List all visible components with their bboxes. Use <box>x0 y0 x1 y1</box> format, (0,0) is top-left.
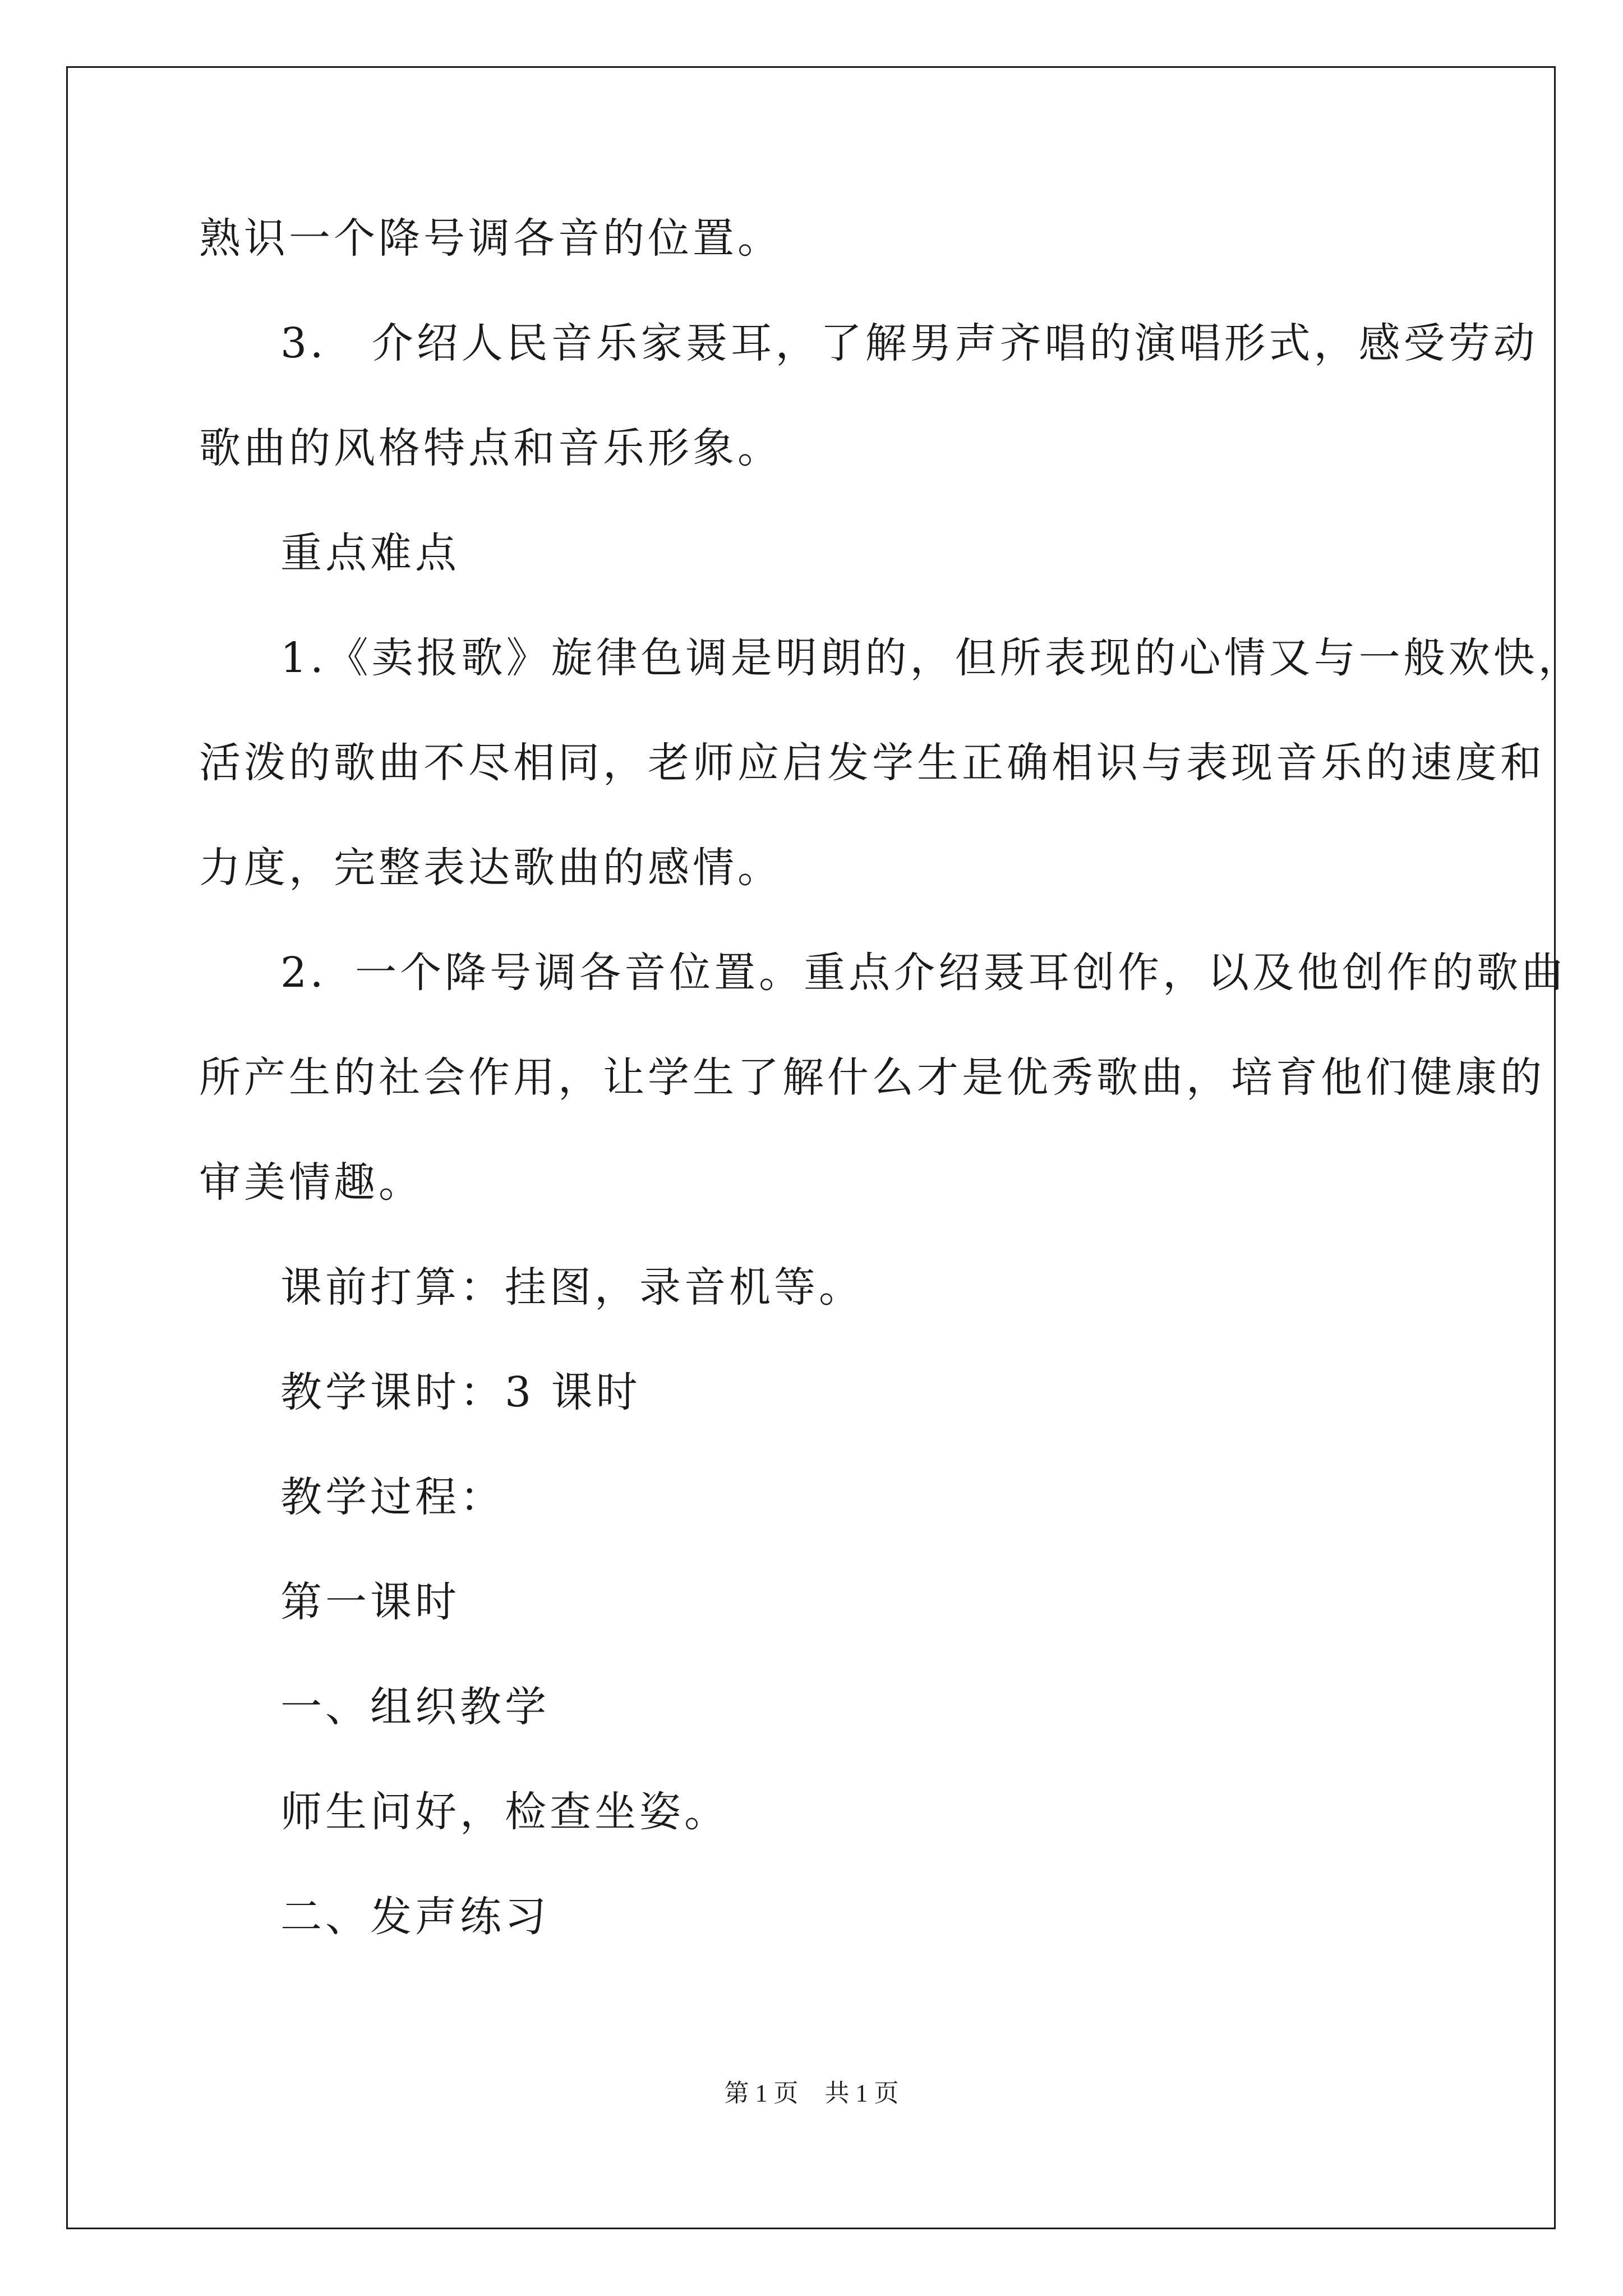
paragraph-line: 课前打算：挂图，录音机等。 <box>280 1263 864 1312</box>
paragraph-line: 力度，完整表达歌曲的感情。 <box>199 844 782 892</box>
paragraph-line: 3． 介绍人民音乐家聂耳，了解男声齐唱的演唱形式，感受劳动 <box>280 319 1538 367</box>
section-heading: 二、发声练习 <box>280 1893 550 1941</box>
paragraph-line: 所产生的社会作用，让学生了解什么才是优秀歌曲，培育他们健康的 <box>199 1053 1545 1102</box>
paragraph-line: 教学过程： <box>280 1473 505 1521</box>
paragraph-line: 熟识一个降号调各音的位置。 <box>199 214 782 263</box>
section-heading: 第一课时 <box>280 1578 460 1626</box>
paragraph-line: 1.《卖报歌》旋律色调是明朗的，但所表现的心情又与一般欢快， <box>280 634 1583 682</box>
paragraph-line: 教学课时：3 课时 <box>280 1368 641 1416</box>
paragraph-line: 2．一个降号调各音位置。重点介绍聂耳创作，以及他创作的歌曲 <box>280 949 1567 997</box>
section-heading: 重点难点 <box>280 529 460 577</box>
page-footer <box>0 2081 1623 2106</box>
paragraph-line: 歌曲的风格特点和音乐形象。 <box>199 424 782 472</box>
page-number-current: 第 1 页 <box>724 2079 799 2107</box>
paragraph-line: 师生问好，检查坐姿。 <box>280 1788 729 1836</box>
paragraph-line: 审美情趣。 <box>199 1158 423 1207</box>
section-heading: 一、组织教学 <box>280 1683 550 1731</box>
paragraph-line: 活泼的歌曲不尽相同，老师应启发学生正确相识与表现音乐的速度和 <box>199 739 1545 787</box>
page-number-total: 共 1 页 <box>824 2079 899 2107</box>
